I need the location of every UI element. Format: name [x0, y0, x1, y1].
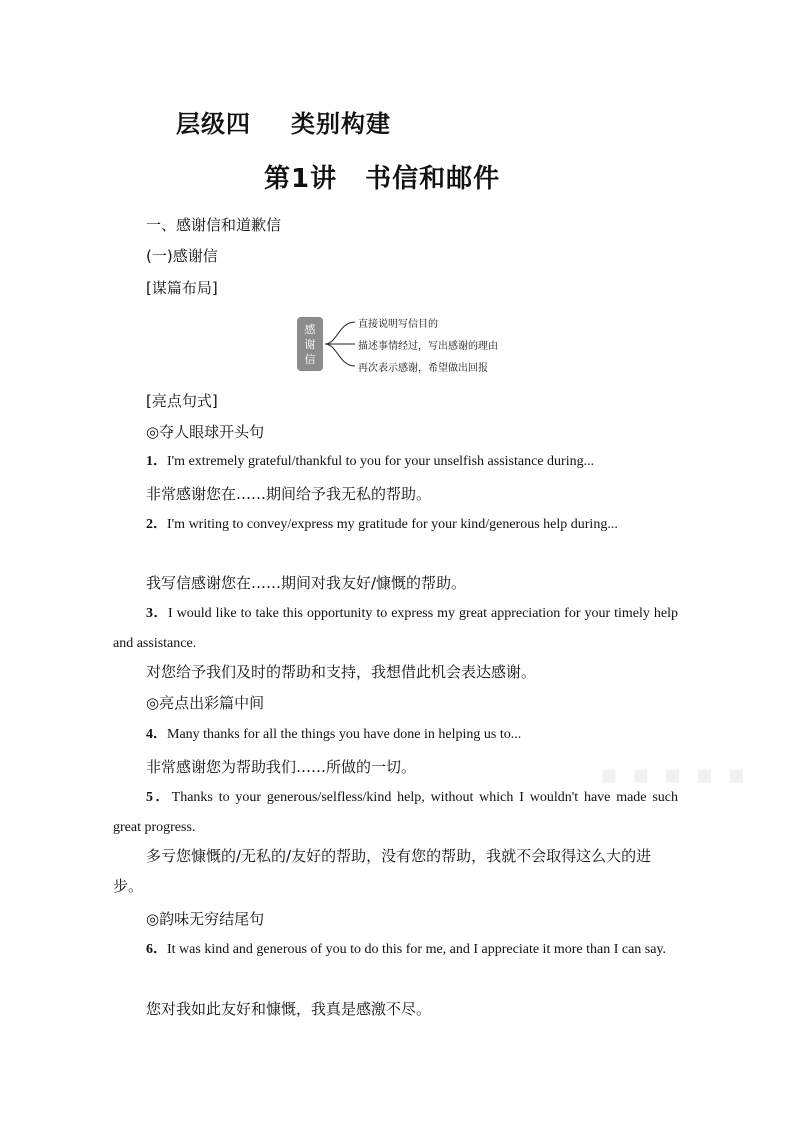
diagram-item: 再次表示感谢，希望做出回报	[358, 363, 488, 374]
group-title-text: 夺人眼球开头句	[159, 423, 265, 441]
english-sentence	[113, 447, 678, 477]
group-title-text: 韵味无穷结尾句	[159, 910, 265, 928]
english-sentence	[113, 510, 678, 540]
layout-label: [谋篇布局]	[146, 279, 218, 297]
sentence-number: 2．	[146, 517, 167, 532]
sentence-number: 5．	[146, 790, 172, 805]
sentence-number: 4．	[146, 727, 167, 742]
group-title	[146, 692, 264, 713]
sentence-text: Many thanks for all the things you have done in helping us to...	[167, 727, 522, 742]
english-sentence	[113, 599, 678, 659]
sentence-number: 1．	[146, 454, 167, 469]
bullet-marker: ◎	[146, 910, 160, 928]
english-sentence	[113, 935, 678, 965]
subsection-title: (一)感谢信	[146, 247, 218, 265]
sentence-text: Thanks to your generous/selfless/kind help, without which I wouldn't have made such great progress.	[113, 790, 679, 835]
lesson-heading	[264, 158, 500, 195]
sentence-text: It was kind and generous of you to do this for me, and I appreciate it more than I can say.	[167, 942, 667, 957]
lesson-title: 书信和邮件	[365, 164, 501, 194]
chinese-translation: 非常感谢您为帮助我们……所做的一切。	[146, 758, 417, 776]
chinese-translation: 非常感谢您在……期间给予我无私的帮助。	[146, 485, 432, 503]
group-title	[146, 908, 264, 929]
bullet-marker: ◎	[146, 423, 160, 441]
chinese-translation: 多亏您慷慨的/无私的/友好的帮助，没有您的帮助，我就不会取得这么大的进步。	[113, 847, 652, 895]
chinese-translation: 我写信感谢您在……期间对我友好/慷慨的帮助。	[146, 574, 467, 592]
highlight-label: [亮点句式]	[146, 392, 218, 410]
diagram-item: 描述事情经过，写出感谢的理由	[358, 341, 498, 352]
group-title-text: 亮点出彩篇中间	[159, 694, 265, 712]
diagram-item: 直接说明写信目的	[358, 319, 438, 330]
sentence-text: I'm writing to convey/express my gratitude for your kind/generous help during...	[167, 517, 618, 532]
level-label: 层级四	[176, 110, 251, 138]
diagram-branch-lines	[323, 314, 363, 374]
chinese-translation: 对您给予我们及时的帮助和支持，我想借此机会表达感谢。	[146, 663, 537, 681]
group-title	[146, 421, 264, 442]
diagram-box-char: 信	[304, 352, 316, 366]
sentence-text: I'm extremely grateful/thankful to you for your unselfish assistance during...	[167, 454, 595, 469]
sentence-text: I would like to take this opportunity to express my great appreciation for your timely help and assistance.	[113, 606, 679, 651]
diagram-box	[297, 317, 323, 371]
bullet-marker: ◎	[146, 694, 160, 712]
chinese-translation: 您对我如此友好和慷慨，我真是感激不尽。	[146, 1000, 432, 1018]
english-sentence	[113, 720, 678, 750]
level-heading	[176, 104, 391, 139]
diagram-box-char: 感	[304, 322, 316, 336]
structure-diagram	[297, 314, 537, 374]
english-sentence	[113, 783, 678, 843]
diagram-box-char: 谢	[304, 337, 316, 351]
sentence-number: 6．	[146, 942, 167, 957]
faint-watermark: ▪ ▪ ▪ ▪ ▪	[600, 760, 749, 790]
section-title: 一、感谢信和道歉信	[146, 216, 282, 234]
lesson-label: 第1讲	[264, 164, 338, 194]
sentence-number: 3．	[146, 606, 168, 621]
level-title: 类别构建	[291, 110, 391, 138]
